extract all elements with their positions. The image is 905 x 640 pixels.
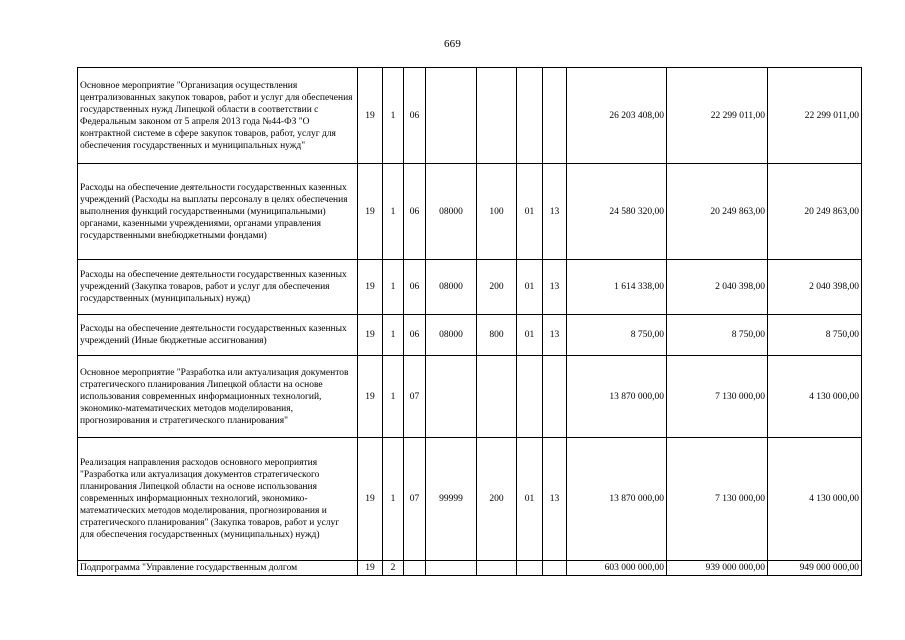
cell-amount-3: 4 130 000,00	[768, 356, 862, 438]
cell-code-4	[426, 68, 477, 164]
cell-amount-3: 22 299 011,00	[768, 68, 862, 164]
cell-amount-3: 20 249 863,00	[768, 164, 862, 260]
cell-amount-1: 24 580 320,00	[567, 164, 667, 260]
cell-amount-2: 8 750,00	[667, 315, 768, 356]
cell-amount-1: 603 000 000,00	[567, 561, 667, 576]
row-name: Основное мероприятие "Разработка или актуализация документов стратегического планирования Липецкой области на основе использования современных информационных технологий, экономико-математических методов моделирования, прогнозирования и стратегического планирования"	[78, 356, 358, 438]
cell-code-3: 06	[404, 260, 426, 315]
row-name: Основное мероприятие "Организация осуществления централизованных закупок товаров, работ и услуг для обеспечения государственных нужд Липецкой области в соответствии с Федеральным законом от 5 апреля 2013 года №44-ФЗ "О контрактной системе в сфере закупок товаров, работ, услуг для обеспечения государственных и муниципальных нужд"	[78, 68, 358, 164]
cell-code-6: 01	[517, 164, 543, 260]
table-row	[78, 260, 862, 315]
cell-code-2: 2	[383, 561, 404, 576]
table-row	[78, 68, 862, 164]
cell-code-4	[426, 356, 477, 438]
table-row	[78, 164, 862, 260]
page-number: 669	[443, 38, 462, 50]
cell-code-1: 19	[358, 315, 383, 356]
cell-code-6: 01	[517, 315, 543, 356]
cell-code-4: 08000	[426, 315, 477, 356]
cell-code-3: 06	[404, 68, 426, 164]
cell-code-1: 19	[358, 356, 383, 438]
table-row	[78, 438, 862, 561]
cell-amount-2: 7 130 000,00	[667, 356, 768, 438]
cell-code-2: 1	[383, 260, 404, 315]
cell-code-5: 200	[477, 438, 517, 561]
cell-code-3: 06	[404, 315, 426, 356]
cell-code-1: 19	[358, 260, 383, 315]
cell-code-7: 13	[543, 315, 567, 356]
cell-amount-3: 8 750,00	[768, 315, 862, 356]
cell-amount-2: 22 299 011,00	[667, 68, 768, 164]
cell-code-6: 01	[517, 260, 543, 315]
cell-amount-1: 26 203 408,00	[567, 68, 667, 164]
cell-code-4: 08000	[426, 164, 477, 260]
table-row	[78, 356, 862, 438]
cell-code-6	[517, 356, 543, 438]
cell-code-3	[404, 561, 426, 576]
cell-code-3: 07	[404, 356, 426, 438]
cell-code-7: 13	[543, 164, 567, 260]
cell-code-1: 19	[358, 561, 383, 576]
cell-amount-1: 13 870 000,00	[567, 356, 667, 438]
cell-amount-2: 7 130 000,00	[667, 438, 768, 561]
cell-amount-1: 1 614 338,00	[567, 260, 667, 315]
cell-code-7: 13	[543, 438, 567, 561]
table-row	[78, 315, 862, 356]
cell-code-5: 100	[477, 164, 517, 260]
cell-code-4: 99999	[426, 438, 477, 561]
cell-code-3: 06	[404, 164, 426, 260]
cell-code-5	[477, 356, 517, 438]
row-name: Расходы на обеспечение деятельности государственных казенных учреждений (Закупка товаров, работ и услуг для обеспечения государственных (муниципальных) нужд)	[78, 260, 358, 315]
cell-amount-2: 2 040 398,00	[667, 260, 768, 315]
cell-code-2: 1	[383, 68, 404, 164]
cell-code-4: 08000	[426, 260, 477, 315]
cell-amount-2: 939 000 000,00	[667, 561, 768, 576]
cell-code-7	[543, 68, 567, 164]
cell-amount-2: 20 249 863,00	[667, 164, 768, 260]
cell-code-2: 1	[383, 438, 404, 561]
cell-code-2: 1	[383, 315, 404, 356]
cell-amount-1: 13 870 000,00	[567, 438, 667, 561]
row-name: Расходы на обеспечение деятельности государственных казенных учреждений (Иные бюджетные ассигнования)	[78, 315, 358, 356]
cell-code-2: 1	[383, 164, 404, 260]
cell-code-5	[477, 561, 517, 576]
cell-code-2: 1	[383, 356, 404, 438]
cell-code-7	[543, 356, 567, 438]
cell-code-3: 07	[404, 438, 426, 561]
cell-code-6: 01	[517, 438, 543, 561]
cell-code-7: 13	[543, 260, 567, 315]
cell-code-6	[517, 68, 543, 164]
cell-code-7	[543, 561, 567, 576]
cell-code-5: 800	[477, 315, 517, 356]
cell-code-1: 19	[358, 68, 383, 164]
cell-code-1: 19	[358, 164, 383, 260]
row-name: Подпрограмма "Управление государственным долгом	[78, 561, 358, 576]
cell-code-1: 19	[358, 438, 383, 561]
row-name: Реализация направления расходов основного мероприятия "Разработка или актуализация документов стратегического планирования Липецкой области на основе использования современных информационных технологий, экономико-математических методов моделирования, прогнозирования и стратегического планирования" (Закупка товаров, работ и услуг для обеспечения государственных (муниципальных) нужд)	[78, 438, 358, 561]
cell-amount-3: 4 130 000,00	[768, 438, 862, 561]
cell-code-6	[517, 561, 543, 576]
row-name: Расходы на обеспечение деятельности государственных казенных учреждений (Расходы на выплаты персоналу в целях обеспечения выполнения функций государственными (муниципальными) органами, казенными учреждениями, органами управления государственными внебюджетными фондами)	[78, 164, 358, 260]
cell-code-5: 200	[477, 260, 517, 315]
budget-table	[77, 67, 862, 576]
table-row	[78, 561, 862, 576]
cell-code-5	[477, 68, 517, 164]
cell-code-4	[426, 561, 477, 576]
cell-amount-1: 8 750,00	[567, 315, 667, 356]
cell-amount-3: 949 000 000,00	[768, 561, 862, 576]
cell-amount-3: 2 040 398,00	[768, 260, 862, 315]
